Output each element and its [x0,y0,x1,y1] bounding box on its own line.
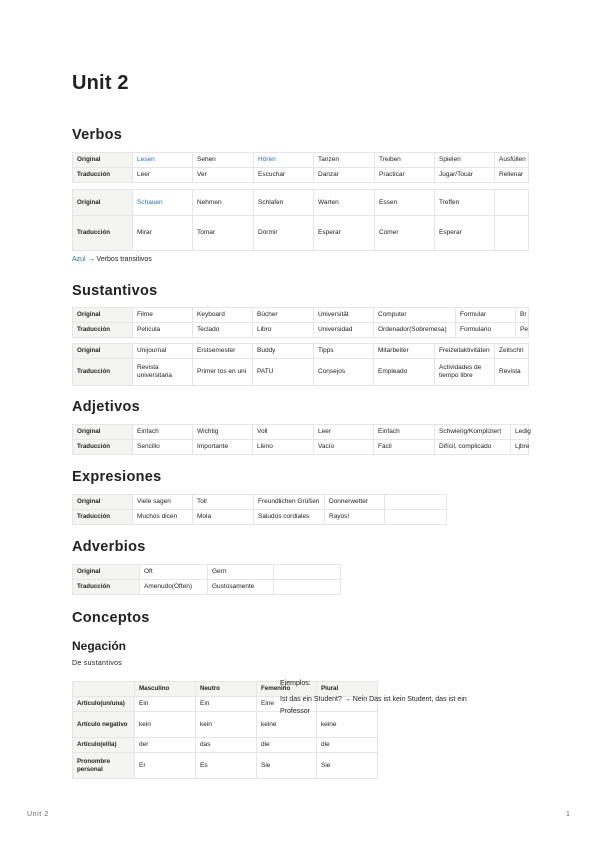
column-header: Neutro [196,682,257,697]
table-cell [495,216,529,251]
table-cell: Tanzen [314,153,375,168]
sustantivos-table-1 [72,307,529,338]
table-cell: Zeitschri [495,344,529,359]
row-label: Traducción [73,168,133,183]
table-cell: Spielen [435,153,495,168]
row-label: Original [73,190,133,216]
legend-note [72,256,152,263]
table-cell: Primer tos en uni [193,359,253,386]
adjetivos-table [72,424,529,455]
table-cell: die [257,738,317,753]
table-cell: keine [257,712,317,738]
table-cell: Ver [193,168,254,183]
table-cell: Schauen [133,190,193,216]
table-cell: Filme [133,308,193,323]
row-label: Artículo negativo [73,712,135,738]
verbos-table-2 [72,189,529,251]
column-header: Plural [317,682,378,697]
table-cell: Leer [133,168,193,183]
row-label: Original [73,153,133,168]
subheading-de-sustantivos: De sustantivos [72,660,123,667]
table-cell: Pe [516,323,529,338]
row-label: Artículo(un/una) [73,697,135,712]
table-cell: Einfach [374,425,435,440]
table-cell: Freundlichen Grüßen [254,495,325,510]
table-cell: Mola [193,510,254,525]
row-label: Artículo(el/la) [73,738,135,753]
table-cell: die [317,738,378,753]
table-cell: Leer [314,425,374,440]
table-cell: der [135,738,196,753]
table-cell: Toll [193,495,254,510]
subheading-negacion: Negación [72,639,127,653]
table-cell: Sie [257,753,317,779]
table-cell [274,565,341,580]
section-heading-adjetivos: Adjetivos [72,399,140,415]
table-cell: Esperar [314,216,375,251]
table-cell: Sencillo [133,440,193,455]
table-cell: Revista [495,359,529,386]
table-cell: Muchos dicen [133,510,193,525]
table-cell: Formulario [456,323,516,338]
table-cell: Lesen [133,153,193,168]
table-cell: Teclado [193,323,253,338]
table-cell: Revista universitaria [133,359,193,386]
table-cell [495,190,529,216]
table-corner [73,682,135,697]
row-label: Original [73,495,133,510]
table-cell: Sehen [193,153,254,168]
table-cell: Ljbre [511,440,529,455]
table-cell: Tomar [193,216,254,251]
table-cell: Consejos [314,359,374,386]
table-cell: Es [196,753,257,779]
table-cell: Buddy [253,344,314,359]
table-cell: Actividades de tiempo libre [435,359,495,386]
table-cell: Viele sagen [133,495,193,510]
section-heading-conceptos: Conceptos [72,610,150,626]
table-cell: Rellenar [495,168,529,183]
row-label: Traducción [73,510,133,525]
table-cell: Essen [375,190,435,216]
table-cell: Tipps [314,344,374,359]
table-cell: Erstsemester [193,344,253,359]
section-heading-expresiones: Expresiones [72,469,162,485]
row-label: Pronombre personal [73,753,135,779]
table-cell: Treffen [435,190,495,216]
row-label: Original [73,565,140,580]
table-cell: das [196,738,257,753]
table-cell: Formular [456,308,516,323]
row-label: Original [73,425,133,440]
note-azul: Azul [72,256,86,263]
table-cell: keine [317,712,378,738]
table-cell: Gern [208,565,274,580]
table-cell: Mirar [133,216,193,251]
row-label: Traducción [73,216,133,251]
table-cell: Gustosamente [208,580,274,595]
table-cell: Danzar [314,168,375,183]
table-cell: kein [135,712,196,738]
note-text: Verbos transitivos [96,256,152,263]
row-label: Traducción [73,323,133,338]
table-cell: Bücher [253,308,314,323]
sustantivos-table-2 [72,343,529,386]
table-cell: Warten [314,190,375,216]
row-label: Original [73,308,133,323]
table-cell: Voll [253,425,314,440]
table-cell: Er [135,753,196,779]
table-cell: Fácil [374,440,435,455]
row-label: Traducción [73,359,133,386]
table-cell: Ein [196,697,257,712]
table-cell: Jugar/Tocar [435,168,495,183]
table-cell: Universidad [314,323,374,338]
table-cell: Schwierig/Kompliziert [435,425,511,440]
table-cell: Saludos cordiales [254,510,325,525]
section-heading-verbos: Verbos [72,127,123,143]
table-cell: Nehmen [193,190,254,216]
column-header: Masculino [135,682,196,697]
table-cell: Ordenador(Sobremesa) [374,323,456,338]
footer-title: Unit 2 [27,811,49,818]
page-title: Unit 2 [72,72,129,94]
table-cell: Donnerwetter [325,495,385,510]
section-heading-sustantivos: Sustantivos [72,283,158,299]
section-heading-adverbios: Adverbios [72,539,146,555]
table-cell: Eine [257,697,317,712]
example-sentence: Ist das ein Student? → Nein Das ist kein Student, das ist ein [280,696,467,703]
table-cell [385,495,447,510]
row-label: Traducción [73,580,140,595]
table-cell: Br [516,308,529,323]
table-cell: Sie [317,753,378,779]
table-cell: Esperar [435,216,495,251]
table-cell: Difícil, complicado [435,440,511,455]
example-sentence-cont: Professor [280,708,310,715]
table-cell: Einfach [133,425,193,440]
verbos-table-1 [72,152,529,183]
column-header: Femenino [257,682,317,697]
adverbios-table [72,564,341,595]
table-cell: Empleado [374,359,435,386]
table-cell: Libro [253,323,314,338]
table-cell: Ein [135,697,196,712]
table-cell: Hören [254,153,314,168]
table-cell: Treiben [375,153,435,168]
table-cell [274,580,341,595]
table-cell: Mitarbeiter [374,344,435,359]
table-cell: Dormir [254,216,314,251]
expresiones-table [72,494,447,525]
table-cell: Lleno [253,440,314,455]
table-cell: Universität [314,308,374,323]
table-cell: Película [133,323,193,338]
table-cell: Ausfüllen [495,153,529,168]
examples-label: Ejemplos: [280,680,311,687]
row-label: Original [73,344,133,359]
table-cell: Ledig [511,425,529,440]
table-cell: Importante [193,440,253,455]
table-cell: Oft [140,565,208,580]
table-cell: Unijournal [133,344,193,359]
table-cell: Escuchar [254,168,314,183]
table-cell: Practicar [375,168,435,183]
table-cell: Vacío [314,440,374,455]
table-cell: Rayos! [325,510,385,525]
arrow-icon: → [87,256,95,263]
row-label: Traducción [73,440,133,455]
page-number: 1 [566,811,570,818]
table-cell: Keyboard [193,308,253,323]
table-cell: PATU [253,359,314,386]
table-cell: Freizeitaktivitäten [435,344,495,359]
table-cell: Computer [374,308,456,323]
table-cell: Amenudo(Often) [140,580,208,595]
table-cell [385,510,447,525]
table-cell: Wichtig [193,425,253,440]
table-cell: Schlafen [254,190,314,216]
table-cell: kein [196,712,257,738]
table-cell: Comer [375,216,435,251]
